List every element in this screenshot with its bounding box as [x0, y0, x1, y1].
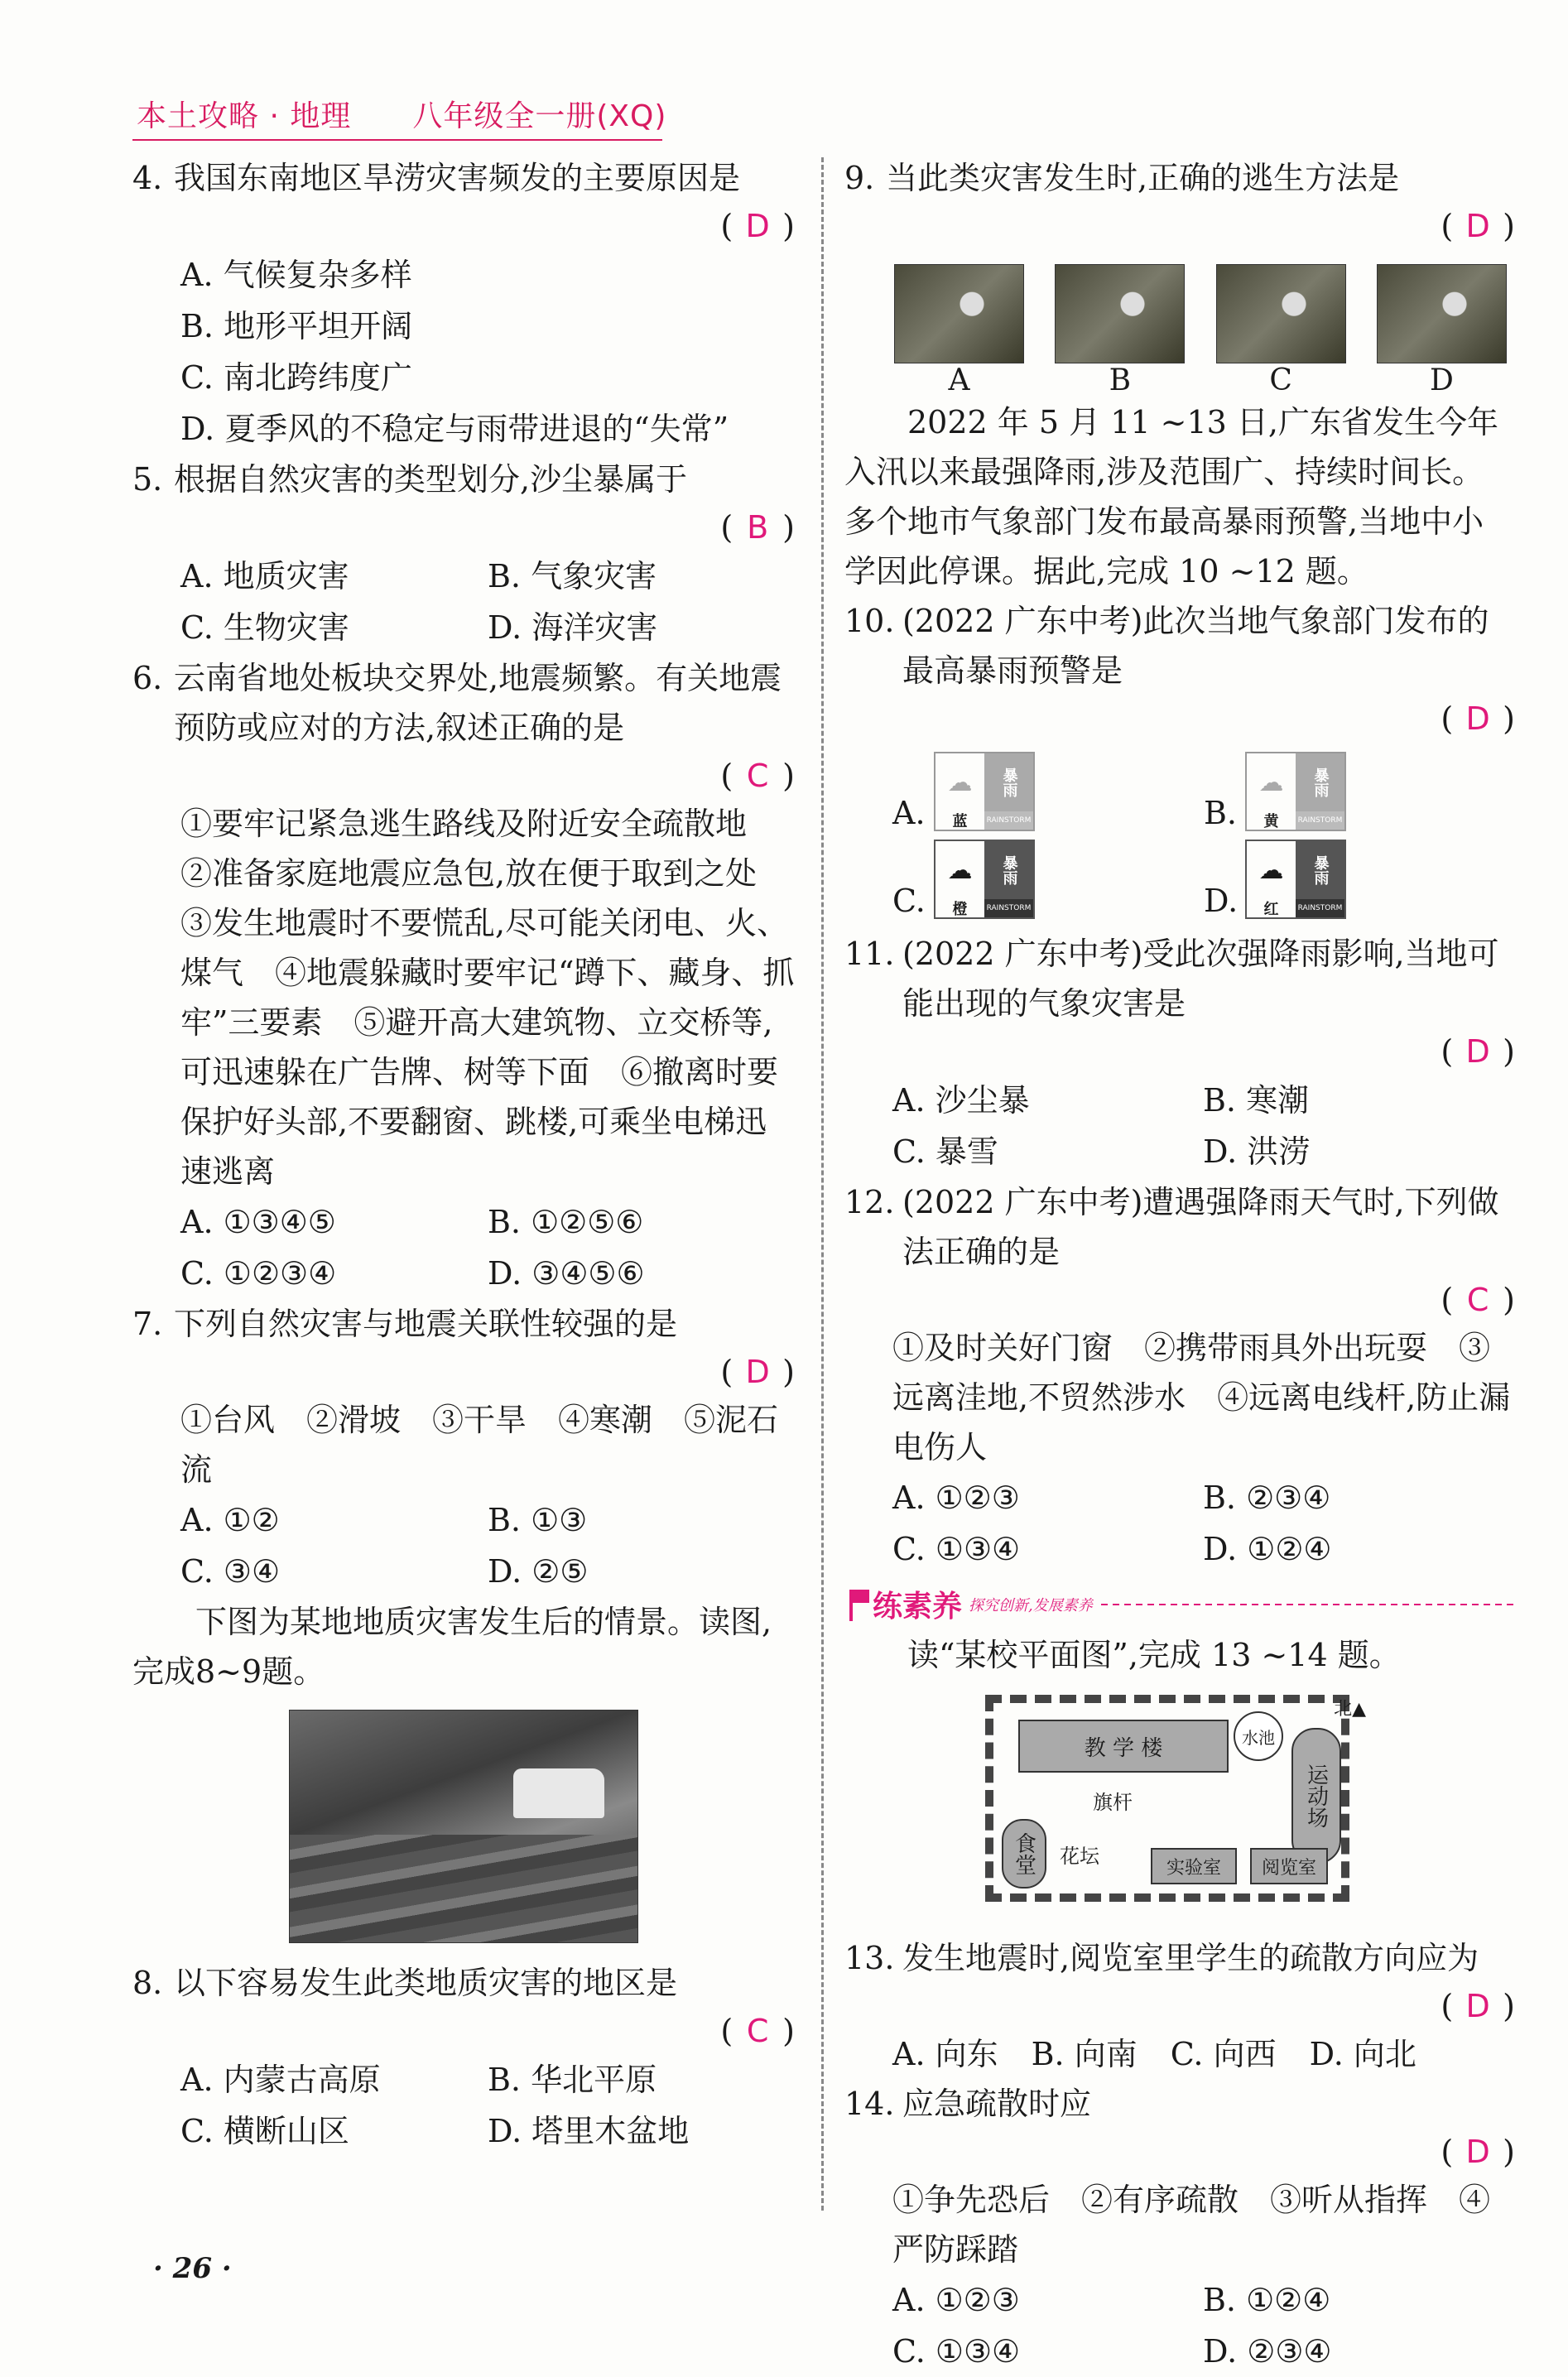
image-label: A	[948, 363, 970, 397]
question-6	[132, 653, 795, 1299]
sign-color: 橙	[952, 901, 968, 918]
option-c: C. ①③④	[892, 2333, 1021, 2370]
disaster-photo	[289, 1710, 638, 1943]
option-b: B. 寒潮	[1203, 1082, 1310, 1119]
option-letter: A.	[892, 795, 926, 831]
north-arrow-icon: 北▲	[1334, 1699, 1366, 1720]
answer-blank: ( D )	[132, 1349, 795, 1395]
option-b: B. 地形平坦开阔	[180, 308, 413, 344]
section-banner	[844, 1583, 1515, 1625]
answer-mark: D	[1465, 2134, 1490, 2170]
sign-rs: RAINSTORM	[984, 811, 1033, 830]
option-b: B. 气象灾害	[488, 558, 657, 594]
intro-8-9: 下图为某地地质灾害发生后的情景。读图,完成8~9题。	[132, 1604, 772, 1690]
options	[844, 1472, 1515, 1575]
question-number: 10.	[844, 603, 895, 639]
question-number: 8.	[132, 1965, 163, 2001]
question-number: 9.	[844, 160, 875, 196]
question-13	[844, 1933, 1515, 2079]
warning-signs	[844, 752, 1515, 919]
option-b: B. 向南	[1031, 2036, 1138, 2072]
cloud-rain-icon: ☁	[947, 767, 973, 797]
question-text: 下列自然灾害与地震关联性较强的是	[174, 1306, 678, 1342]
page-number: · 26 ·	[153, 2252, 232, 2285]
question-text: 发生地震时,阅览室里学生的疏散方向应为	[902, 1940, 1479, 1976]
question-text: 应急疏散时应	[902, 2086, 1092, 2122]
car-shape	[513, 1768, 604, 1818]
statements: ①及时关好门窗 ②携带雨具外出玩耍 ③远离洼地,不贸然涉水 ④远离电线杆,防止漏电伤人	[892, 1330, 1511, 1465]
intro-13-14: 读“某校平面图”,完成 13 ~14 题。	[907, 1637, 1401, 1673]
question-number: 7.	[132, 1306, 163, 1342]
question-text: 云南省地处板块交界处,地震频繁。有关地震预防或应对的方法,叙述正确的是	[174, 660, 782, 746]
answer-blank: ( D )	[844, 695, 1515, 742]
answer-mark: D	[1465, 700, 1490, 737]
question-14	[844, 2079, 1515, 2377]
image-label: B	[1109, 363, 1132, 397]
answer-blank: ( D )	[844, 1028, 1515, 1075]
question-number: 11.	[844, 936, 895, 972]
answer-mark: C	[746, 2013, 769, 2049]
sign-color: 蓝	[952, 813, 968, 830]
option-d: D. ③④⑤⑥	[488, 1255, 645, 1292]
question-text: (2022 广东中考)遭遇强降雨天气时,下列做法正确的是	[902, 1184, 1499, 1270]
option-b: B. 华北平原	[488, 2062, 657, 2098]
option-a: A. 沙尘暴	[892, 1082, 1030, 1119]
option-a: A. ①②③	[892, 1480, 1020, 1516]
red-rainstorm-sign	[1245, 840, 1346, 919]
answer-blank: ( D )	[132, 203, 795, 249]
question-7	[132, 1299, 795, 1597]
answer-blank: ( D )	[844, 2129, 1515, 2175]
cloud-rain-icon: ☁	[1258, 855, 1284, 885]
question-text: 以下容易发生此类地质灾害的地区是	[174, 1965, 678, 2001]
answer-blank: ( C )	[132, 753, 795, 799]
question-text: 根据自然灾害的类型划分,沙尘暴属于	[174, 461, 688, 498]
banner-line	[1101, 1604, 1515, 1605]
options	[132, 551, 795, 653]
image-option-a	[894, 264, 1024, 397]
question-8	[132, 1958, 795, 2157]
orange-rainstorm-sign	[934, 840, 1035, 919]
sign-word: 暴雨	[1296, 841, 1344, 899]
option-a: A. ①②③	[892, 2282, 1020, 2318]
options	[844, 1075, 1515, 1177]
lab: 实验室	[1151, 1848, 1237, 1884]
option-letter: B.	[1204, 795, 1238, 831]
option-c: C. ①③④	[892, 1531, 1021, 1567]
escape-image	[1377, 264, 1507, 363]
question-5	[132, 455, 795, 653]
image-label: D	[1430, 363, 1454, 397]
mud-flow	[290, 1835, 637, 1942]
escape-images	[894, 264, 1507, 397]
sign-color: 黄	[1263, 813, 1279, 830]
question-11	[844, 929, 1515, 1177]
question-number: 12.	[844, 1184, 895, 1220]
options	[132, 2054, 795, 2157]
option-c: C. 暴雪	[892, 1133, 998, 1170]
sign-color: 红	[1263, 901, 1279, 918]
banner-title: 练素养	[873, 1590, 963, 1624]
page-header: 本土攻略 · 地理 八年级全一册(XQ)	[137, 99, 667, 133]
question-9	[844, 153, 1515, 397]
left-column	[132, 153, 795, 2157]
option-a: A. 地质灾害	[180, 558, 349, 594]
option-a: A. 向东	[892, 2036, 998, 2072]
statements: ①要牢记紧急逃生路线及附近安全疏散地 ②准备家庭地震应急包,放在便于取到之处 ③发生地震时不要慌乱,尽可能关闭电、火、煤气 ④地震躲藏时要牢记“蹲下、藏身、抓牢”三要素 ⑤避开高大建筑物、立交桥等,可迅速躲在广告牌、树等下面 ⑥撤离时要保护好头部,不要翻窗、跳楼,可乘坐电梯迅速逃离	[180, 806, 795, 1190]
sign-rs: RAINSTORM	[1296, 899, 1344, 917]
options	[132, 1196, 795, 1299]
sign-word: 暴雨	[1296, 753, 1344, 811]
answer-mark: D	[1465, 1033, 1490, 1070]
question-text: (2022 广东中考)此次当地气象部门发布的最高暴雨预警是	[902, 603, 1489, 689]
cloud-rain-icon: ☁	[1258, 767, 1284, 797]
escape-image	[894, 264, 1024, 363]
options	[844, 2274, 1515, 2377]
answer-blank: ( C )	[132, 2008, 795, 2054]
banner-subtitle: 探究创新,发展素养	[969, 1596, 1093, 1614]
option-a: A. ①③④⑤	[180, 1204, 336, 1240]
north-label: 北	[1334, 1699, 1353, 1720]
sign-rs: RAINSTORM	[984, 899, 1033, 917]
question-number: 13.	[844, 1940, 895, 1976]
statements: ①争先恐后 ②有序疏散 ③听从指挥 ④严防踩踏	[892, 2182, 1491, 2268]
options	[844, 2029, 1515, 2079]
option-b: B. ①③	[488, 1502, 588, 1538]
escape-image	[1055, 264, 1185, 363]
header-rule	[132, 139, 662, 141]
option-c: C. 生物灾害	[180, 609, 349, 646]
option-d: D. ②③④	[1203, 2333, 1332, 2370]
yellow-rainstorm-sign	[1245, 752, 1346, 831]
answer-mark: D	[1465, 1988, 1490, 2024]
option-d: D. 塔里木盆地	[488, 2113, 690, 2149]
option-d: D. 海洋灾害	[488, 609, 658, 646]
image-option-d	[1377, 264, 1507, 397]
option-letter: C.	[892, 883, 926, 919]
option-a: A. 气候复杂多样	[180, 257, 412, 293]
answer-mark: C	[1466, 1282, 1489, 1318]
options	[132, 249, 795, 455]
canteen: 食堂	[1002, 1819, 1046, 1889]
answer-blank: ( B )	[132, 504, 795, 551]
answer-mark: C	[746, 758, 769, 794]
option-c: C. ③④	[180, 1553, 281, 1590]
sign-word: 暴雨	[984, 753, 1033, 811]
intro-10-12: 2022 年 5 月 11 ~13 日,广东省发生今年入汛以来最强降雨,涉及范围广、持续时间长。多个地市气象部门发布最高暴雨预警,当地中小学因此停课。据此,完成 10 ~12 题。	[844, 404, 1498, 589]
options	[132, 1494, 795, 1597]
blue-rainstorm-sign	[934, 752, 1035, 831]
flagpole-label: 旗杆	[1093, 1791, 1133, 1814]
option-c: C. 南北跨纬度广	[180, 359, 412, 396]
option-c: C. 向西	[1170, 2036, 1277, 2072]
column-divider	[821, 157, 824, 2211]
image-option-c	[1216, 264, 1346, 397]
right-column	[844, 153, 1515, 2377]
option-c: C. ①②③④	[180, 1255, 337, 1292]
answer-mark: D	[745, 1354, 770, 1390]
sign-option-d	[1204, 840, 1515, 919]
garden-label: 花坛	[1060, 1845, 1099, 1868]
question-number: 14.	[844, 2086, 895, 2122]
option-d: D. 洪涝	[1203, 1133, 1311, 1170]
question-text: 我国东南地区旱涝灾害频发的主要原因是	[174, 160, 741, 196]
question-text: (2022 广东中考)受此次强降雨影响,当地可能出现的气象灾害是	[902, 936, 1499, 1022]
option-letter: D.	[1204, 883, 1239, 919]
question-10	[844, 596, 1515, 919]
sign-rs: RAINSTORM	[1296, 811, 1344, 830]
answer-blank: ( D )	[844, 203, 1515, 249]
option-a: A. 内蒙古高原	[180, 2062, 381, 2098]
flag-icon	[844, 1588, 873, 1621]
question-12	[844, 1177, 1515, 1575]
sign-word: 暴雨	[984, 841, 1033, 899]
option-d: D. ②⑤	[488, 1553, 589, 1590]
statements: ①台风 ②滑坡 ③干旱 ④寒潮 ⑤泥石流	[180, 1402, 779, 1488]
option-d: D. 向北	[1309, 2036, 1416, 2072]
question-number: 4.	[132, 160, 163, 196]
answer-mark: B	[747, 509, 769, 546]
option-a: A. ①②	[180, 1502, 280, 1538]
option-b: B. ②③④	[1203, 1480, 1331, 1516]
question-number: 6.	[132, 660, 163, 696]
option-c: C. 横断山区	[180, 2113, 349, 2149]
option-d: D. ①②④	[1203, 1531, 1332, 1567]
answer-blank: ( D )	[844, 1983, 1515, 2029]
answer-mark: D	[745, 208, 770, 244]
image-label: C	[1269, 363, 1292, 397]
sign-option-b	[1204, 752, 1515, 831]
cloud-rain-icon: ☁	[947, 855, 973, 885]
option-d: D. 夏季风的不稳定与雨带进退的“失常”	[180, 411, 729, 447]
option-b: B. ①②④	[1203, 2282, 1331, 2318]
option-b: B. ①②⑤⑥	[488, 1204, 644, 1240]
image-option-b	[1055, 264, 1185, 397]
answer-blank: ( C )	[844, 1277, 1515, 1323]
answer-mark: D	[1465, 208, 1490, 244]
teaching-building: 教 学 楼	[1018, 1720, 1229, 1773]
sign-option-a	[892, 752, 1204, 831]
sports-field: 运动场	[1291, 1728, 1341, 1864]
sign-option-c	[892, 840, 1204, 919]
question-number: 5.	[132, 461, 163, 498]
question-4	[132, 153, 795, 455]
reading-room: 阅览室	[1250, 1848, 1328, 1884]
school-plan-map	[985, 1695, 1366, 1918]
pond: 水池	[1234, 1711, 1283, 1761]
escape-image	[1216, 264, 1346, 363]
question-text: 当此类灾害发生时,正确的逃生方法是	[886, 160, 1400, 196]
